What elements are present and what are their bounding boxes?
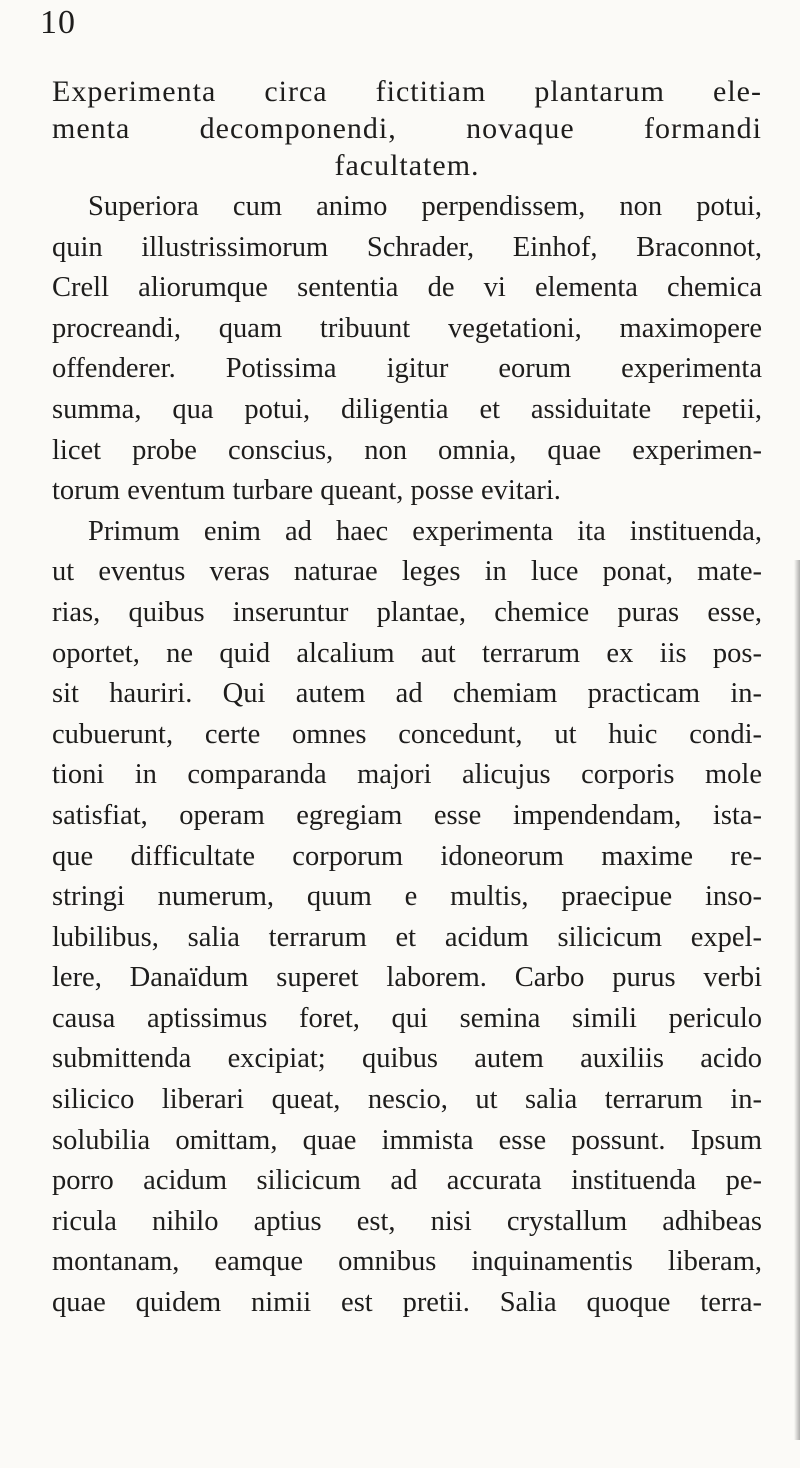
text-line: offenderer. Potissima igitur eorum experimenta: [52, 353, 762, 385]
text-line: satisfiat, operam egregiam esse impendendam, ista-: [52, 799, 762, 831]
text-line: sit hauriri. Qui autem ad chemiam practicam in-: [52, 678, 762, 710]
text-line: oportet, ne quid alcalium aut terrarum ex iis pos-: [52, 637, 762, 669]
text-line: quae quidem nimii est pretii. Salia quoque terra-: [52, 1287, 762, 1319]
text-line: Superiora cum animo perpendissem, non potui,: [88, 191, 762, 222]
text-line: lere, Danaïdum superet laborem. Carbo purus verbi: [52, 962, 762, 994]
page-edge-shadow: [794, 560, 800, 1440]
heading-line: Experimenta circa fictitiam plantarum ele-: [52, 75, 762, 108]
text-line: submittenda excipiat; quibus autem auxiliis acido: [52, 1043, 762, 1075]
body-text: [52, 187, 762, 1324]
text-line: rias, quibus inseruntur plantae, chemice puras esse,: [52, 596, 762, 628]
section-heading: [52, 73, 762, 184]
text-line: porro acidum silicicum ad accurata instituenda pe-: [52, 1165, 762, 1197]
text-line: causa aptissimus foret, qui semina simili periculo: [52, 1002, 762, 1034]
text-line: lubilibus, salia terrarum et acidum silicicum expel-: [52, 921, 762, 953]
text-line: tioni in comparanda majori alicujus corporis mole: [52, 759, 762, 791]
text-line: stringi numerum, quum e multis, praecipue inso-: [52, 881, 762, 913]
page-number: 10: [40, 4, 76, 41]
heading-line: facultatem.: [334, 149, 480, 182]
text-line: Primum enim ad haec experimenta ita instituenda,: [88, 515, 762, 547]
page-content: [52, 73, 762, 1324]
text-line: procreandi, quam tribuunt vegetationi, maximopere: [52, 312, 762, 344]
text-line: quin illustrissimorum Schrader, Einhof, Braconnot,: [52, 231, 762, 263]
text-line: ut eventus veras naturae leges in luce ponat, mate-: [52, 556, 762, 588]
text-line: solubilia omittam, quae immista esse possunt. Ipsum: [52, 1124, 762, 1156]
text-line: licet probe conscius, non omnia, quae experimen-: [52, 434, 762, 466]
text-line: ricula nihilo aptius est, nisi crystallum adhibeas: [52, 1205, 762, 1237]
heading-line: menta decomponendi, novaque formandi: [52, 112, 762, 145]
text-line: que difficultate corporum idoneorum maxime re-: [52, 840, 762, 872]
text-line: summa, qua potui, diligentia et assiduitate repetii,: [52, 393, 762, 425]
text-line: montanam, eamque omnibus inquinamentis liberam,: [52, 1246, 762, 1278]
text-line: torum eventum turbare queant, posse evitari.: [52, 475, 561, 507]
text-line: silicico liberari queat, nescio, ut salia terrarum in-: [52, 1084, 762, 1116]
text-line: Crell aliorumque sententia de vi elementa chemica: [52, 272, 762, 304]
text-line: cubuerunt, certe omnes concedunt, ut huic condi-: [52, 718, 762, 750]
